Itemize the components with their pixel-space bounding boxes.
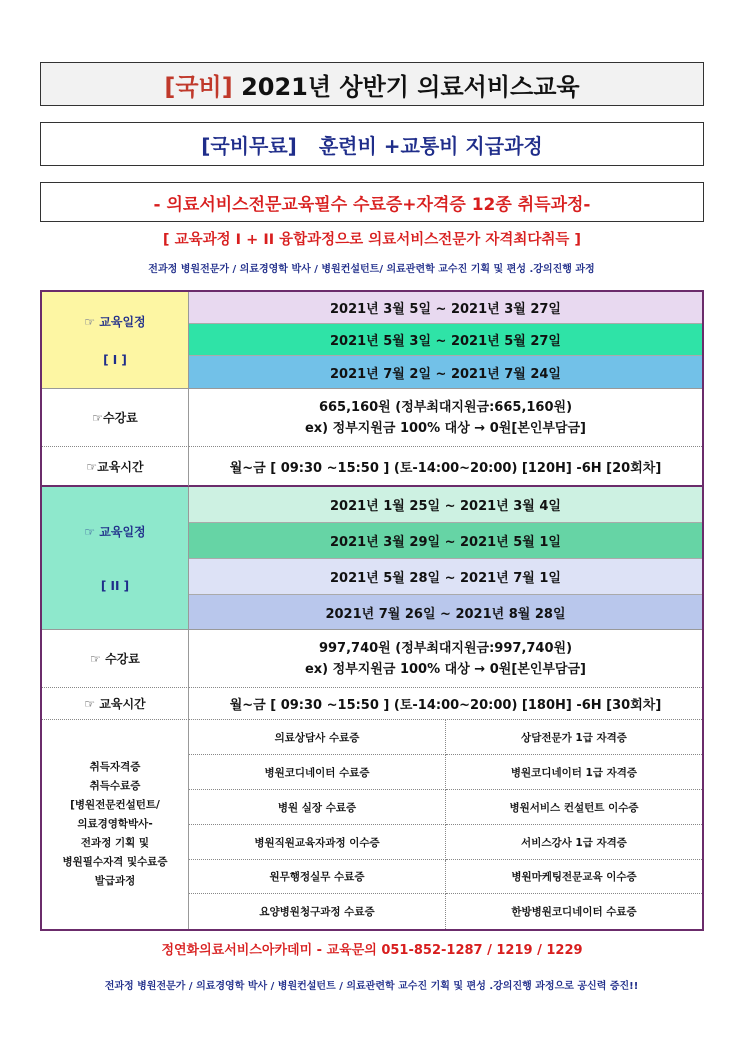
certificate-text: 병원 실장 수료증 xyxy=(277,801,357,814)
course2-fee-note: ex) 정부지원금 100% 대상 → 0원[본인부담금] xyxy=(304,661,586,677)
course1-fee-label: ☞수강료 xyxy=(92,411,138,425)
course1-date-text: 2021년 7월 2일 ~ 2021년 7월 24일 xyxy=(330,366,561,382)
course2-fee-label-cell xyxy=(42,630,189,688)
course1-fee-amount: 665,160원 (정부최대지원금:665,160원) xyxy=(318,399,573,415)
certificate-item-left xyxy=(189,894,446,929)
certificate-label-line: 의료경영학박사- xyxy=(77,818,153,830)
contact-line: 정연화의료서비스아카데미 - 교육문의 051-852-1287 / 1219 / 1229 xyxy=(161,943,583,958)
intro-text: 전과정 병원전문가 / 의료경영학 박사 / 병원컨설턴트/ 의료관련학 교수진 기획 및 편성 .강의진행 과정 xyxy=(148,264,595,275)
course1-date-text: 2021년 3월 5일 ~ 2021년 3월 27일 xyxy=(330,302,561,317)
course1-schedule-label: ☞ 교육일정 xyxy=(84,315,146,330)
certificate-label-line: 취득수료증 xyxy=(89,780,141,792)
tagline-text: 전과정 병원전문가 / 의료경영학 박사 / 병원컨설턴트 / 의료관련학 교수진 기획 및 편성 .강의진행 과정으로 공신력 증진!! xyxy=(104,981,639,992)
certificate-label-line: 발급과정 xyxy=(94,875,136,887)
requirement-text: - 의료서비스전문교육필수 수료증+자격증 12종 취득과정- xyxy=(153,194,591,215)
certificate-label-line: [병원전문컨설턴트/ xyxy=(70,799,160,811)
certificate-label-line: 전과정 기획 및 xyxy=(80,837,150,849)
certificate-item-left xyxy=(189,755,446,790)
certificate-text: 한방병원코디네이터 수료증 xyxy=(511,906,637,918)
course2-fee-label: ☞ 수강료 xyxy=(90,652,140,666)
certificate-item-right xyxy=(446,860,702,894)
certificate-text: 병원직원교육자과정 이수증 xyxy=(254,836,380,849)
course1-time-label-cell xyxy=(42,447,189,487)
certificate-label-line: 병원필수자격 및수료증 xyxy=(62,856,168,868)
course2-date-row xyxy=(189,559,702,595)
course2-date-row xyxy=(189,523,702,559)
course1-fee-label-cell xyxy=(42,389,189,447)
course2-date-text: 2021년 1월 25일 ~ 2021년 3월 4일 xyxy=(330,499,561,514)
fusion-heading: [ 교육과정 I + II 융합과정으로 의료서비스전문가 자격최다취득 ] xyxy=(162,232,582,248)
page-title: 2021년 상반기 의료서비스교육 xyxy=(241,72,580,101)
certificate-item-right xyxy=(446,755,702,790)
certificate-label-cell xyxy=(42,720,189,929)
course2-date-text: 2021년 5월 28일 ~ 2021년 7월 1일 xyxy=(330,571,561,586)
certificate-text: 상담전문가 1급 자격증 xyxy=(521,731,627,744)
course1-date-text: 2021년 5월 3일 ~ 2021년 5월 27일 xyxy=(330,334,561,349)
certificate-item-left xyxy=(189,790,446,825)
course1-date-row xyxy=(189,292,702,324)
course1-date-row xyxy=(189,356,702,389)
course2-date-text: 2021년 3월 29일 ~ 2021년 5월 1일 xyxy=(330,535,561,550)
certificate-text: 병원코디네이터 1급 자격증 xyxy=(510,766,638,779)
certificate-item-right xyxy=(446,790,702,825)
course2-level: [ II ] xyxy=(100,579,130,594)
certificate-item-right xyxy=(446,720,702,755)
course1-fee-cell xyxy=(189,389,702,447)
certificate-text: 병원마케팅전문교육 이수증 xyxy=(511,871,637,883)
course2-fee-amount: 997,740원 (정부최대지원금:997,740원) xyxy=(318,640,573,656)
certificate-label-line: 취득자격증 xyxy=(89,761,141,773)
course2-date-row xyxy=(189,595,702,630)
certificate-text: 서비스강사 1급 자격증 xyxy=(521,836,627,849)
certificate-item-left xyxy=(189,860,446,894)
course2-date-row xyxy=(189,487,702,523)
certificate-text: 의료상담사 수료증 xyxy=(274,731,360,744)
subtitle-text: 훈련비 +교통비 지급과정 xyxy=(318,133,543,158)
course2-time-value: 월~금 [ 09:30 ~15:50 ] (토-14:00~20:00) [180H] -6H [30회차] xyxy=(229,698,662,713)
subtitle-tag: [국비무료] xyxy=(201,133,297,158)
course2-schedule-label: ☞ 교육일정 xyxy=(84,524,146,539)
course1-level: [ I ] xyxy=(103,352,127,367)
certificate-item-right xyxy=(446,825,702,860)
schedule-table xyxy=(40,290,704,931)
course1-date-row xyxy=(189,324,702,356)
course2-time-label: ☞ 교육시간 xyxy=(84,697,146,711)
requirement-box xyxy=(40,182,704,222)
course2-time-cell xyxy=(189,688,702,720)
subtitle-box xyxy=(40,122,704,166)
certificate-text: 요양병원청구과정 수료증 xyxy=(259,906,375,918)
title-box xyxy=(40,62,704,106)
course1-time-value: 월~금 [ 09:30 ~15:50 ] (토-14:00~20:00) [120H] -6H [20회차] xyxy=(229,460,662,476)
course1-fee-note: ex) 정부지원금 100% 대상 → 0원[본인부담금] xyxy=(304,420,586,436)
certificate-text: 원무행정실무 수료증 xyxy=(269,871,365,883)
certificate-item-left xyxy=(189,825,446,860)
course2-schedule-label-cell xyxy=(42,487,189,630)
certificate-text: 병원코디네이터 수료증 xyxy=(264,766,370,779)
title-tag: [국비] xyxy=(164,72,233,101)
course1-time-cell xyxy=(189,447,702,487)
certificate-item-right xyxy=(446,894,702,929)
certificate-item-left xyxy=(189,720,446,755)
course2-date-text: 2021년 7월 26일 ~ 2021년 8월 28일 xyxy=(325,606,566,622)
course1-time-label: ☞교육시간 xyxy=(86,459,144,474)
course2-time-label-cell xyxy=(42,688,189,720)
course2-fee-cell xyxy=(189,630,702,688)
certificate-text: 병원서비스 컨설턴트 이수증 xyxy=(509,801,639,814)
course1-schedule-label-cell xyxy=(42,292,189,389)
